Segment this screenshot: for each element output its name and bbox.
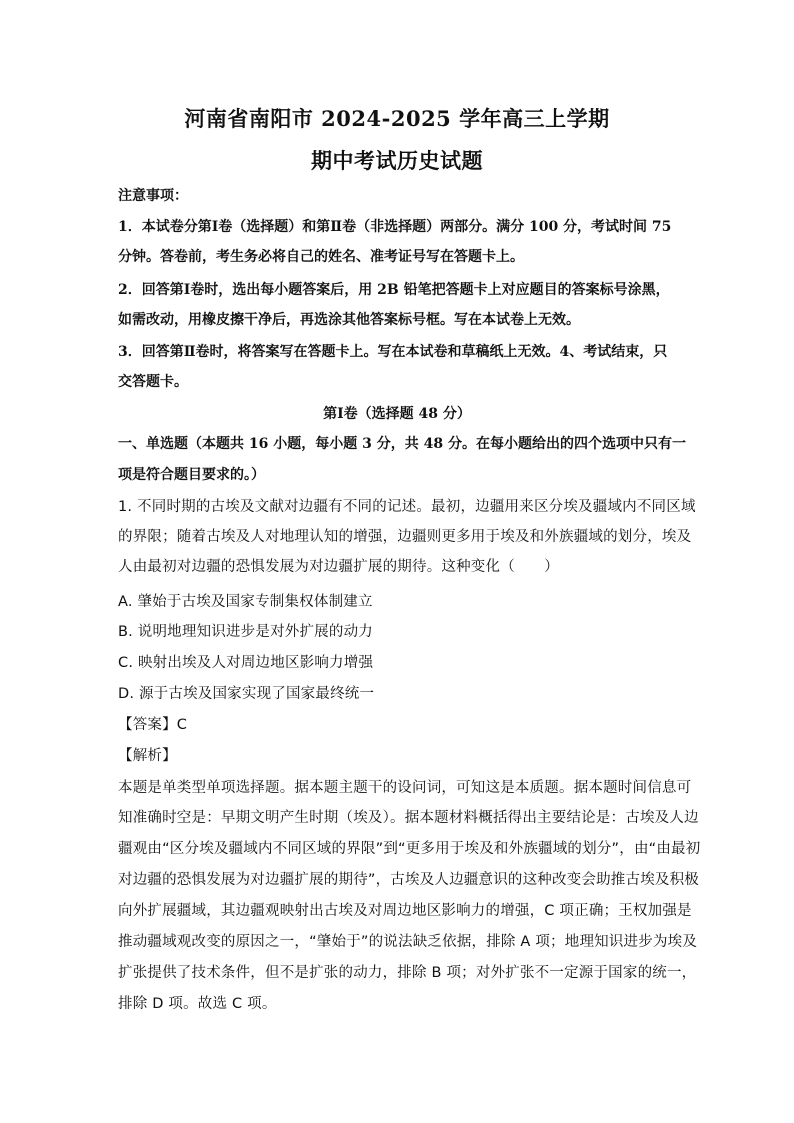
answer-label: 【答案】C — [118, 717, 188, 733]
exam-title: 河南省南阳市 2024-2025 学年高三上学期 — [184, 106, 610, 131]
analysis-line: 本题是单类型单项选择题。据本题主题干的设问词，可知这是本质题。据本题时间信息可 — [118, 780, 692, 796]
analysis-line: 疆观由“区分埃及疆域内不同区域的界限”到“更多用于埃及和外族疆域的划分”，由“由最初 — [118, 841, 701, 857]
question-stem-line-1: 1. 不同时期的古埃及文献对边疆有不同的记述。最初，边疆用来区分埃及疆域内不同区域 — [118, 499, 696, 515]
notice-item-1-line-2: 分钟。答卷前，考生务必将自己的姓名、准考证号写在答题卡上。 — [118, 249, 524, 265]
analysis-line: 推动疆域观改变的原因之一，“肇始于”的说法缺乏依据，排除 A 项；地理知识进步为埃及 — [118, 934, 698, 950]
analysis-line: 知准确时空是：早期文明产生时期（埃及）。据本题材料概括得出主要结论是：古埃及人边 — [118, 810, 699, 826]
option-c: C. 映射出埃及人对周边地区影响力增强 — [118, 655, 374, 671]
notice-item-2-line-1: 2．回答第Ⅰ卷时，选出每小题答案后，用 2B 铅笔把答题卡上对应题目的答案标号涂黑， — [118, 282, 670, 298]
notice-item-3-line-1: 3．回答第Ⅱ卷时，将答案写在答题卡上。写在本试卷和草稿纸上无效。4、考试结束，只 — [118, 344, 668, 360]
exam-subtitle: 期中考试历史试题 — [311, 148, 483, 173]
option-d: D. 源于古埃及国家实现了国家最终统一 — [118, 686, 375, 702]
analysis-line: 对边疆的恐惧发展为对边疆扩展的期待”，古埃及人边疆意识的这种改变会助推古埃及积极 — [118, 872, 700, 888]
notice-item-3-line-2: 交答题卡。 — [118, 374, 188, 390]
question-stem-line-3: 人由最初对边疆的恐惧发展为对边疆扩展的期待。这种变化（ ） — [118, 559, 559, 575]
notice-item-2-line-2: 如需改动，用橡皮擦干净后，再选涂其他答案标号框。写在本试卷上无效。 — [118, 312, 580, 328]
analysis-line: 扩张提供了技术条件，但不是扩张的动力，排除 B 项；对外扩张不一定源于国家的统一， — [118, 965, 697, 981]
analysis-line: 排除 D 项。故选 C 项。 — [118, 996, 277, 1012]
part-instruction-line-2: 项是符合题目要求的。） — [118, 467, 265, 483]
option-b: B. 说明地理知识进步是对外扩展的动力 — [118, 624, 373, 640]
notice-heading: 注意事项： — [118, 188, 188, 204]
part-instruction-line-1: 一、单选题（本题共 16 小题，每小题 3 分，共 48 分。在每小题给出的四个选项中只有一 — [118, 436, 686, 452]
notice-item-1-line-1: 1．本试卷分第Ⅰ卷（选择题）和第Ⅱ卷（非选择题）两部分。满分 100 分，考试时间 75 — [118, 219, 672, 235]
analysis-line: 向外扩展疆域，其边疆观映射出古埃及对周边地区影响力的增强，C 项正确；王权加强是 — [118, 903, 692, 919]
question-stem-line-2: 的界限；随着古埃及人对地理认知的增强，边疆则更多用于埃及和外族疆域的划分，埃及 — [118, 529, 692, 545]
section-title: 第Ⅰ卷（选择题 48 分） — [323, 406, 471, 422]
analysis-heading: 【解析】 — [118, 748, 177, 764]
option-a: A. 肇始于古埃及国家专制集权体制建立 — [118, 594, 373, 610]
